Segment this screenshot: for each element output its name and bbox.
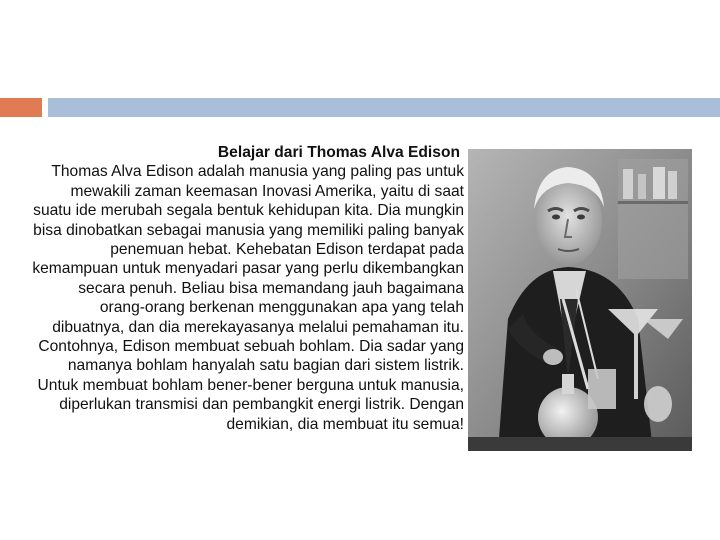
- portrait-photo-icon: [468, 149, 692, 451]
- accent-bar-orange: [0, 98, 42, 117]
- slide-title: Belajar dari Thomas Alva Edison: [217, 144, 460, 161]
- text-block: [30, 143, 464, 434]
- accent-bar-blue: [48, 98, 720, 117]
- edison-photo: [468, 149, 692, 451]
- slide-body-text: Thomas Alva Edison adalah manusia yang paling pas untuk mewakili zaman keemasan Inovasi Amerika, yaitu di saat suatu ide merubah segala bentuk kehidupan kita. Dia mungkin bisa dinobatkan sebagai manusia yang memiliki paling banyak penemuan hebat. Kehebatan Edison terdapat pada kemampuan untuk menyadari pasar yang perlu dikembangkan secara penuh. Beliau bisa memandang jauh bagaimana orang-orang berkenan menggunakan apa yang telah dibuatnya, dan dia merekayasanya melalui pemahaman itu. Contohnya, Edison membuat sebuah bohlam. Dia sadar yang namanya bohlam hanyalah satu bagian dari sistem listrik. Untuk membuat bohlam bener-bener berguna untuk manusia, diperlukan transmisi dan pembangkit energi listrik. Dengan demikian, dia membuat itu semua!: [32, 163, 464, 433]
